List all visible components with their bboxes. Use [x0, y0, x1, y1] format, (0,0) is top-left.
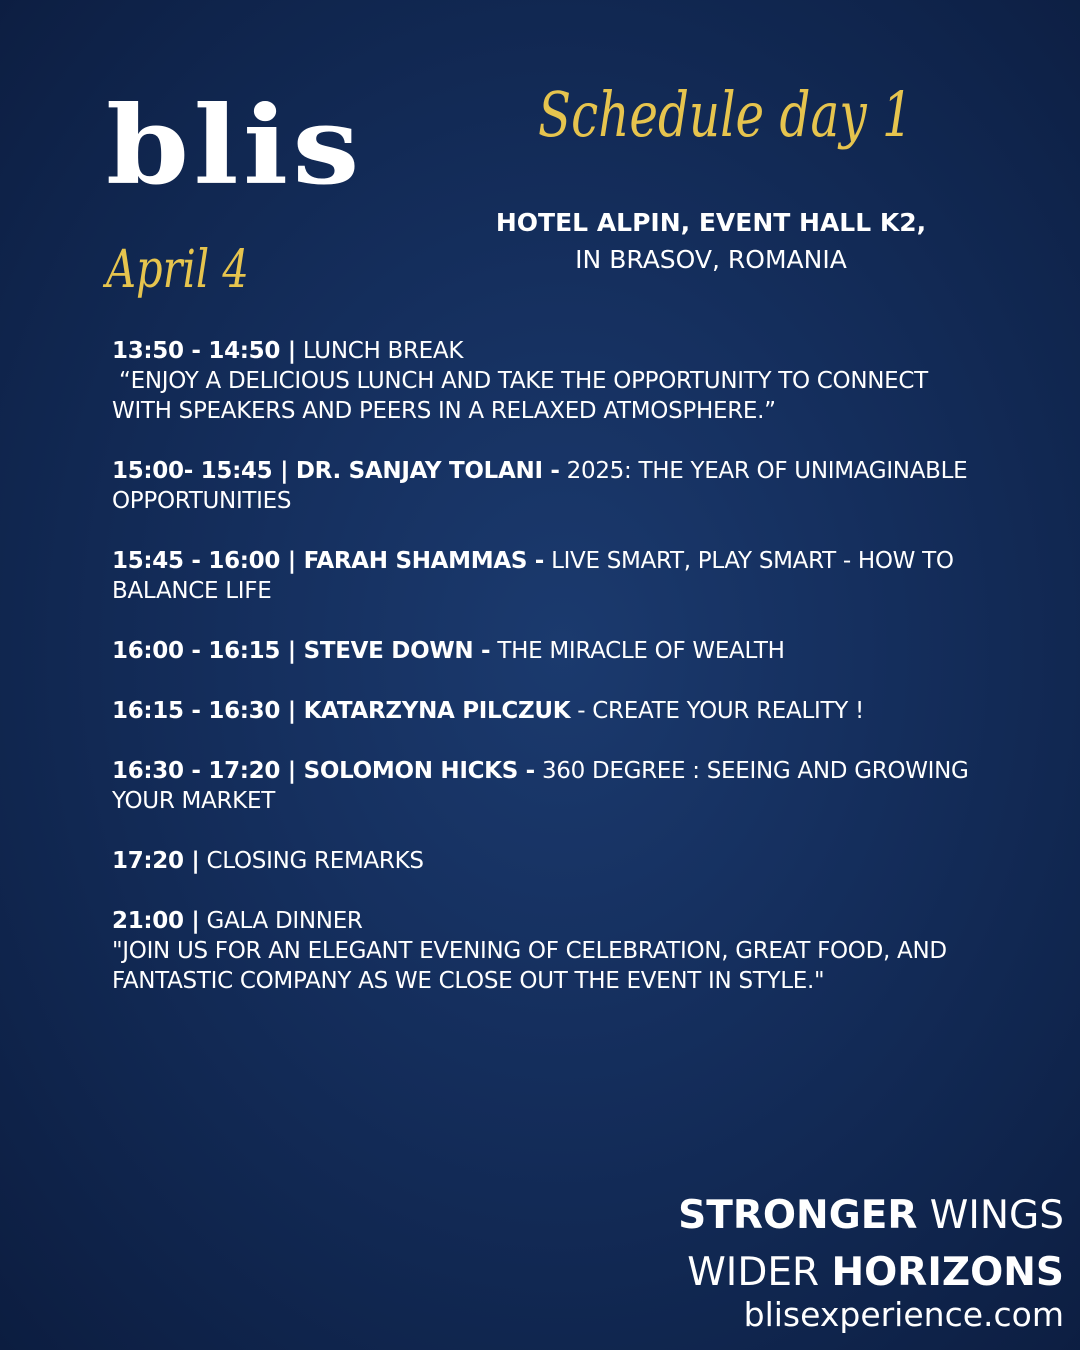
agenda-item-closing [112, 846, 992, 876]
venue-location: IN BRASOV, ROMANIA [575, 245, 847, 274]
agenda-time: 17:20 | [112, 848, 200, 874]
agenda-title: CLOSING REMARKS [206, 848, 424, 874]
agenda-item-down [112, 636, 992, 666]
agenda-time-speaker: 15:00- 15:45 | DR. SANJAY TOLANI - [112, 458, 560, 484]
agenda-description: “ENJOY A DELICIOUS LUNCH AND TAKE THE OPPORTUNITY TO CONNECT WITH SPEAKERS AND PEERS IN A RELAXED ATMOSPHERE.” [112, 368, 935, 424]
agenda-item-pilczuk [112, 696, 992, 726]
agenda [112, 336, 992, 1026]
agenda-topic: LIVE SMART, PLAY SMART - HOW TO BALANCE LIFE [112, 548, 954, 604]
agenda-topic: - CREATE YOUR REALITY ! [577, 698, 864, 724]
tagline-line1 [678, 1193, 1064, 1238]
agenda-time-speaker: 16:15 - 16:30 | KATARZYNA PILCZUK [112, 698, 571, 724]
agenda-topic: 360 DEGREE : SEEING AND GROWING YOUR MARKET [112, 758, 969, 814]
agenda-title: LUNCH BREAK [302, 338, 464, 364]
tagline-line2 [687, 1250, 1064, 1295]
tagline-bold: HORIZONS [831, 1250, 1064, 1295]
agenda-time-speaker: 15:45 - 16:00 | FARAH SHAMMAS - [112, 548, 545, 574]
agenda-title: GALA DINNER [206, 908, 363, 934]
event-date: April 4 [106, 240, 249, 300]
agenda-description: "JOIN US FOR AN ELEGANT EVENING OF CELEBRATION, GREAT FOOD, AND FANTASTIC COMPANY AS WE CLOSE OUT THE EVENT IN STYLE." [112, 938, 947, 994]
agenda-time: 21:00 | [112, 908, 200, 934]
agenda-time-speaker: 16:30 - 17:20 | SOLOMON HICKS - [112, 758, 535, 784]
agenda-item-gala [112, 906, 992, 996]
venue-name: HOTEL ALPIN, EVENT HALL K2, [495, 208, 927, 237]
tagline-light: WINGS [929, 1193, 1064, 1238]
agenda-item-tolani [112, 456, 992, 516]
agenda-time-speaker: 16:00 - 16:15 | STEVE DOWN - [112, 638, 491, 664]
agenda-item-hicks [112, 756, 992, 816]
agenda-topic: THE MIRACLE OF WEALTH [497, 638, 785, 664]
website-link[interactable]: blisexperience.com [743, 1295, 1064, 1334]
tagline-light: WIDER [687, 1250, 820, 1295]
schedule-title: Schedule day 1 [538, 78, 913, 151]
agenda-item-lunch [112, 336, 992, 426]
blis-logo: blis [106, 92, 364, 192]
agenda-time: 13:50 - 14:50 | [112, 338, 296, 364]
agenda-item-shammas [112, 546, 992, 606]
agenda-topic: 2025: THE YEAR OF UNIMAGINABLE OPPORTUNITIES [112, 458, 968, 514]
tagline-bold: STRONGER [678, 1193, 918, 1238]
